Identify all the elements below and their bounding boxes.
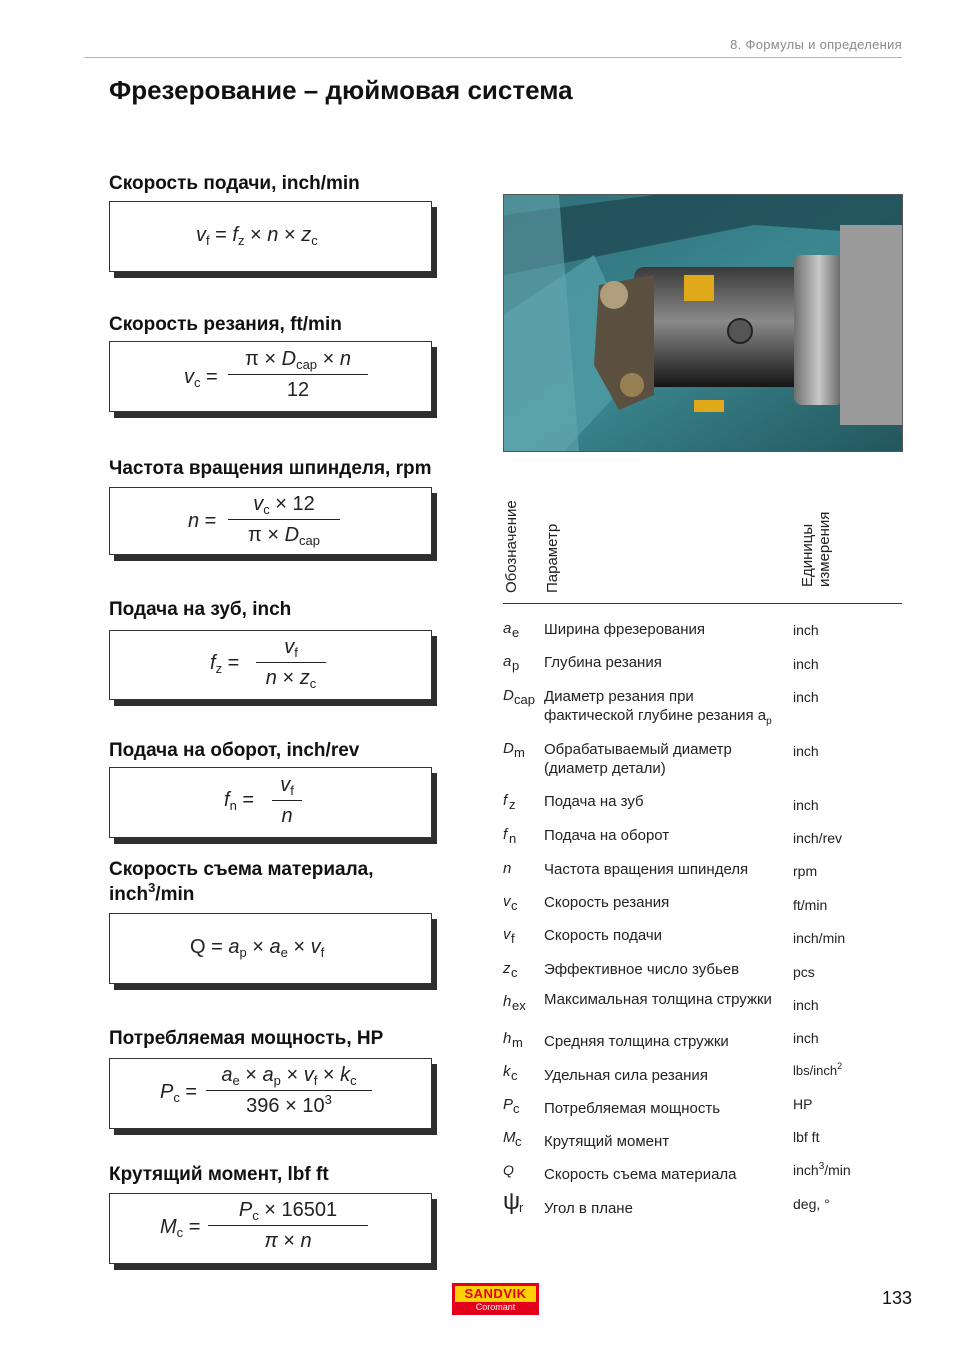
table-header-rule bbox=[503, 603, 902, 604]
header-rule bbox=[84, 57, 902, 58]
header-units-line1: Единицы bbox=[799, 523, 816, 587]
section-feed-per-tooth: Подача на зуб, inch bbox=[109, 599, 292, 620]
formula-lhs: n = bbox=[188, 510, 217, 532]
formula-text: $v_f = f_z \times n \times z_c$ bbox=[196, 224, 318, 248]
section-torque: Крутящий момент, lbf ft bbox=[109, 1164, 329, 1185]
section-mrr: Скорость съема материала, inch$^3$/min bbox=[109, 859, 374, 905]
section-feed-speed: Скорость подачи, inch/min bbox=[109, 173, 360, 194]
formula-power bbox=[109, 1058, 432, 1129]
formula-spindle-speed bbox=[109, 487, 432, 555]
section-spindle-speed: Частота вращения шпинделя, rpm bbox=[109, 458, 432, 479]
formula-lhs: $f_z$ = bbox=[210, 652, 240, 676]
sandvik-coromant-logo: SANDVIK Coromant bbox=[452, 1283, 539, 1315]
formula-feed-per-rev bbox=[109, 767, 432, 838]
formula-lhs: $f_n$ = bbox=[224, 789, 255, 813]
section-feed-per-rev: Подача на оборот, inch/rev bbox=[109, 740, 360, 761]
formula-feed-speed bbox=[109, 201, 432, 272]
formula-fraction: $v_c \times 12$ $\pi \times D_{cap}$ bbox=[228, 491, 340, 548]
formula-mrr bbox=[109, 913, 432, 984]
formula-fraction: $\pi \times D_{cap} \times n$ 12 bbox=[228, 346, 368, 403]
formula-feed-per-tooth bbox=[109, 630, 432, 700]
formula-torque bbox=[109, 1193, 432, 1264]
header-units-line2: измерения bbox=[816, 511, 833, 587]
milling-photo bbox=[503, 194, 903, 452]
milling-machine-image bbox=[504, 195, 902, 451]
page-title: Фрезерование – дюймовая система bbox=[109, 75, 573, 105]
formula-lhs: $P_c$ = bbox=[160, 1081, 198, 1105]
header-parameter: Параметр bbox=[544, 523, 561, 593]
page-number: 133 bbox=[882, 1288, 913, 1308]
header-designation: Обозначение bbox=[503, 500, 520, 593]
formula-lhs: $v_c$ = bbox=[184, 366, 218, 390]
formula-fraction: $v_f$ $n \times z_c$ bbox=[256, 634, 326, 691]
formula-fraction: $v_f$ n bbox=[272, 772, 302, 829]
section-cutting-speed: Скорость резания, ft/min bbox=[109, 314, 342, 335]
section-power: Потребляемая мощность, HP bbox=[109, 1028, 384, 1049]
formula-cutting-speed bbox=[109, 341, 432, 412]
formula-fraction: $a_e \times a_p \times v_f \times k_c$ $396 \times 10^3$ bbox=[206, 1062, 372, 1119]
formula-fraction: $P_c \times 16501$ π × n bbox=[208, 1197, 368, 1254]
formula-lhs: $M_c$ = bbox=[160, 1216, 201, 1240]
running-head: 8. Формулы и определения bbox=[730, 37, 902, 52]
formula-text: $Q = a_p \times a_e \times v_f$ bbox=[190, 936, 325, 960]
